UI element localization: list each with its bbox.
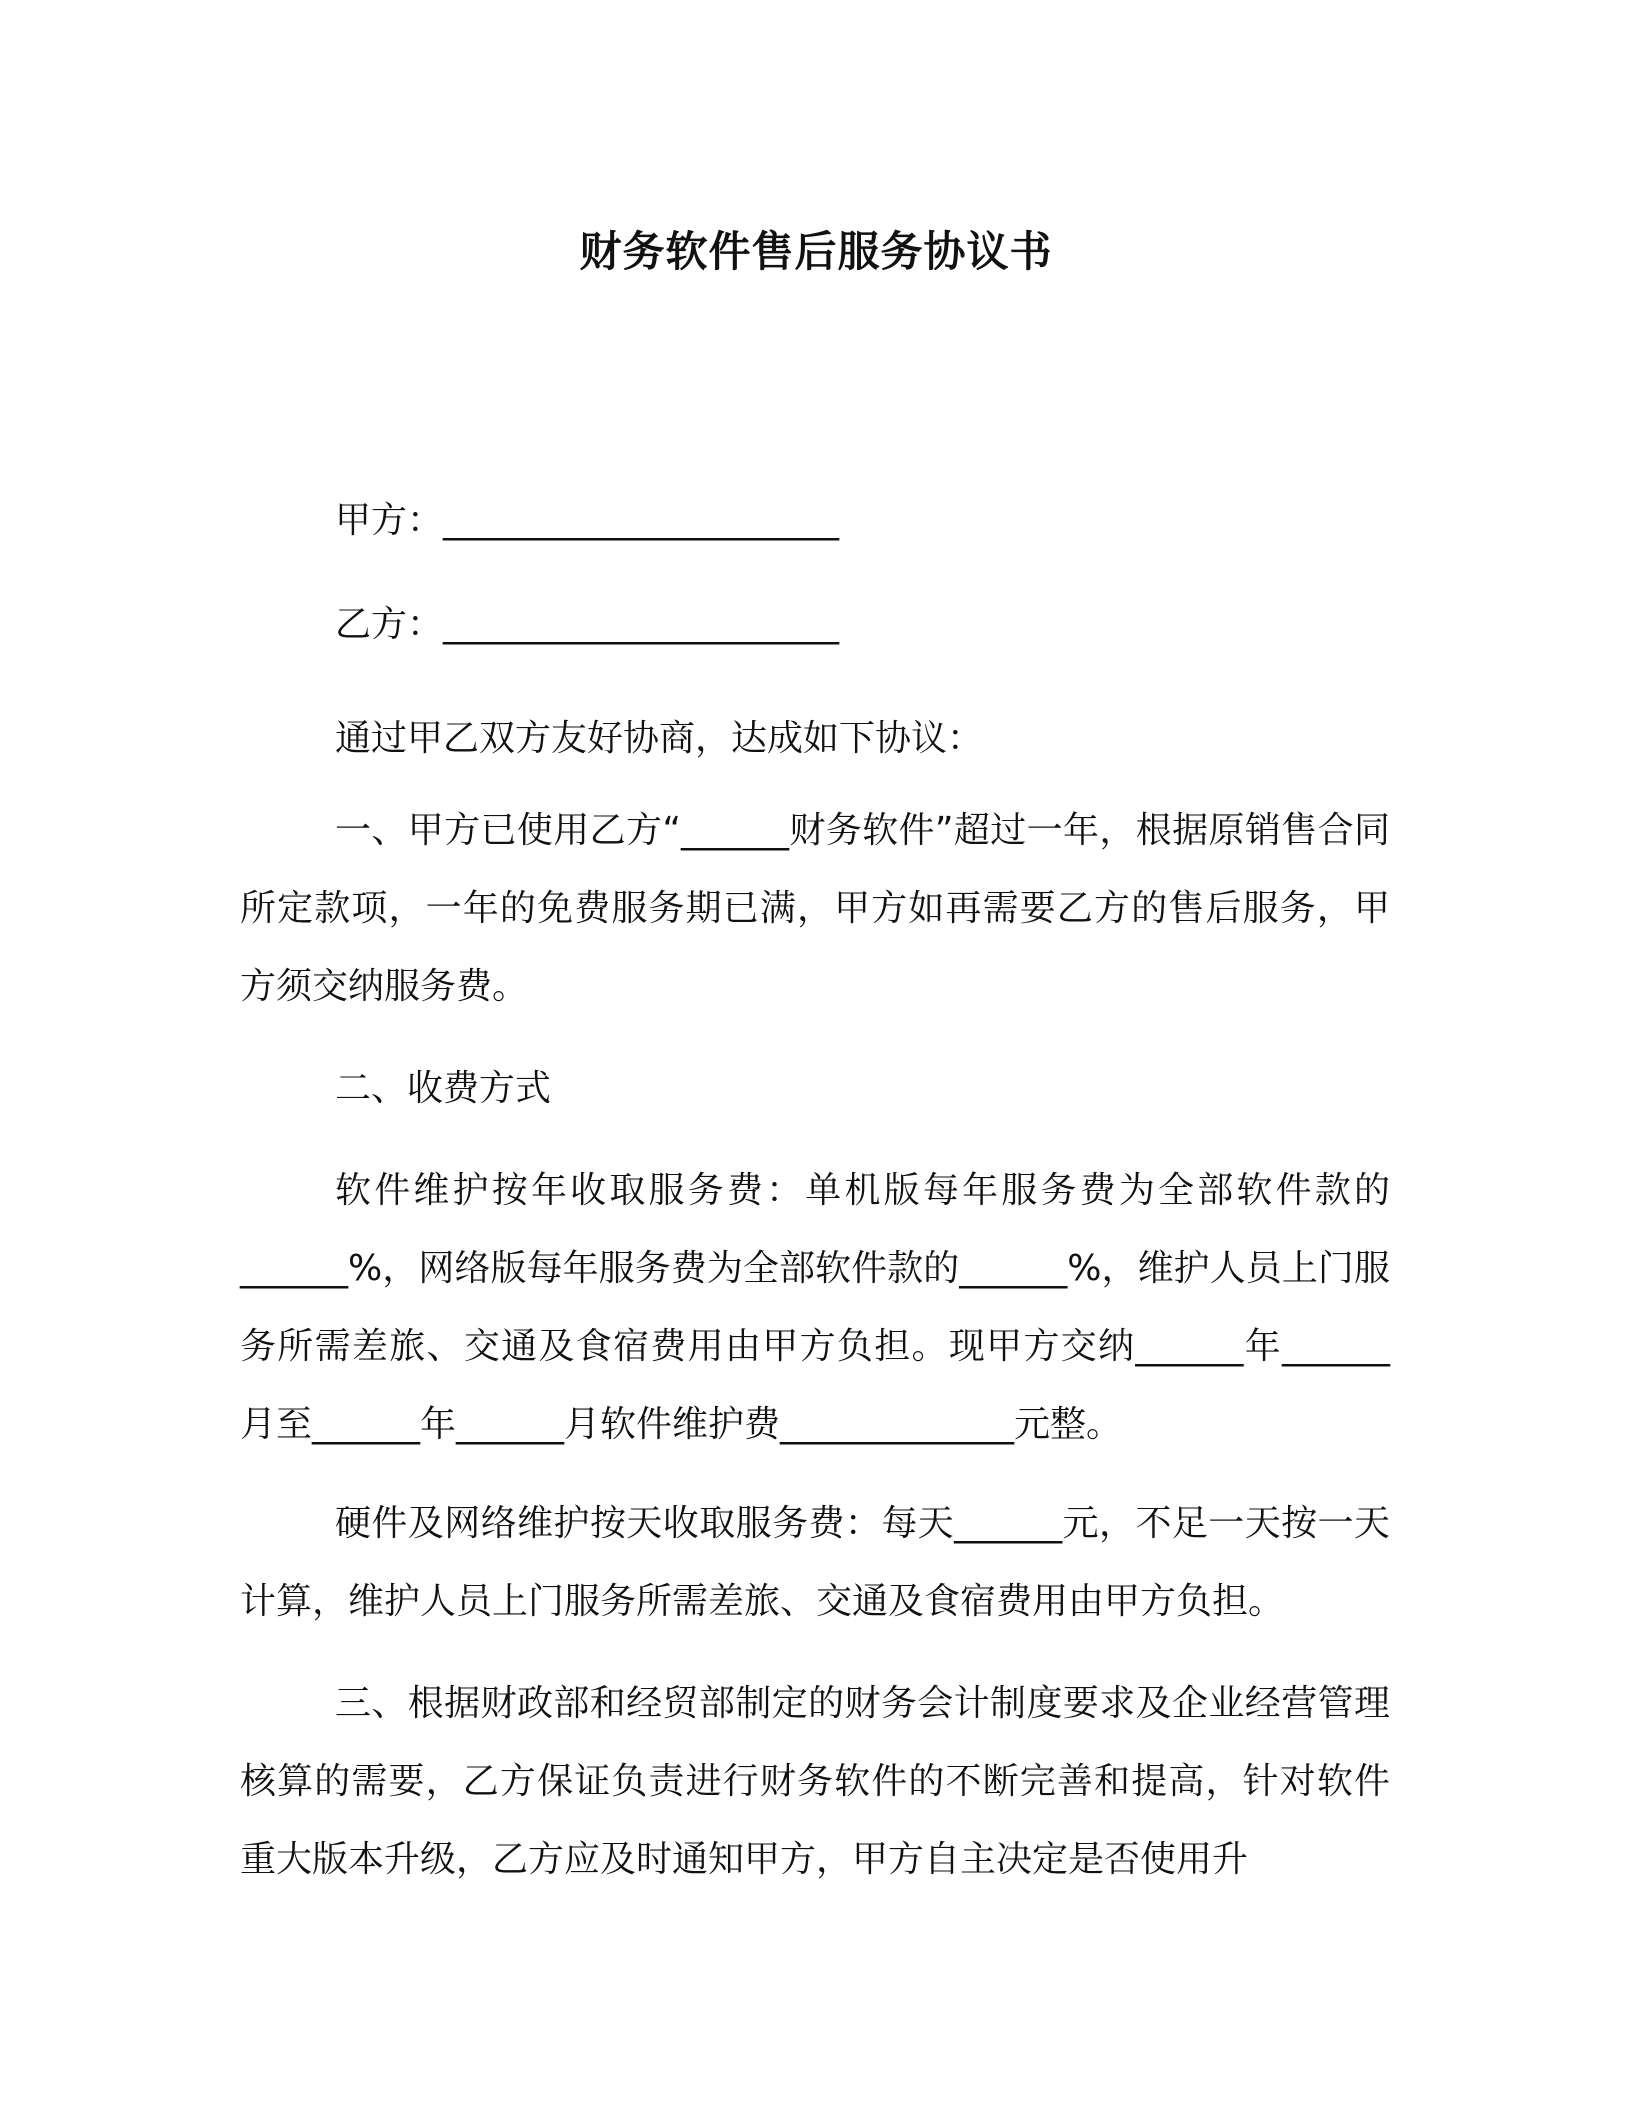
- party-b-line: 乙方：______________________: [335, 604, 840, 645]
- party-a-line: 甲方：______________________: [335, 500, 840, 541]
- software-fee-paragraph: 软件维护按年收取服务费：单机版每年服务费为全部软件款的______%，网络版每年服务费为全部软件款的______%，维护人员上门服务所需差旅、交通及食宿费用由甲方负担。现甲方交纳______年______月至______年______月软件维护费_____________元整。: [240, 1170, 1390, 1445]
- clause-2-heading: 二、收费方式: [335, 1068, 552, 1109]
- clause-1-paragraph: 一、甲方已使用乙方“______财务软件”超过一年，根据原销售合同所定款项，一年的免费服务期已满，甲方如再需要乙方的售后服务，甲方须交纳服务费。: [240, 810, 1390, 1007]
- intro-paragraph: 通过甲乙双方友好协商，达成如下协议：: [335, 718, 984, 759]
- document-title: 财务软件售后服务协议书: [579, 227, 1053, 276]
- hardware-fee-paragraph: 硬件及网络维护按天收取服务费：每天______元，不足一天按一天计算，维护人员上门服务所需差旅、交通及食宿费用由甲方负担。: [240, 1503, 1390, 1622]
- clause-3-paragraph: 三、根据财政部和经贸部制定的财务会计制度要求及企业经营管理核算的需要，乙方保证负责进行财务软件的不断完善和提高，针对软件重大版本升级，乙方应及时通知甲方，甲方自主决定是否使用升: [240, 1683, 1390, 1880]
